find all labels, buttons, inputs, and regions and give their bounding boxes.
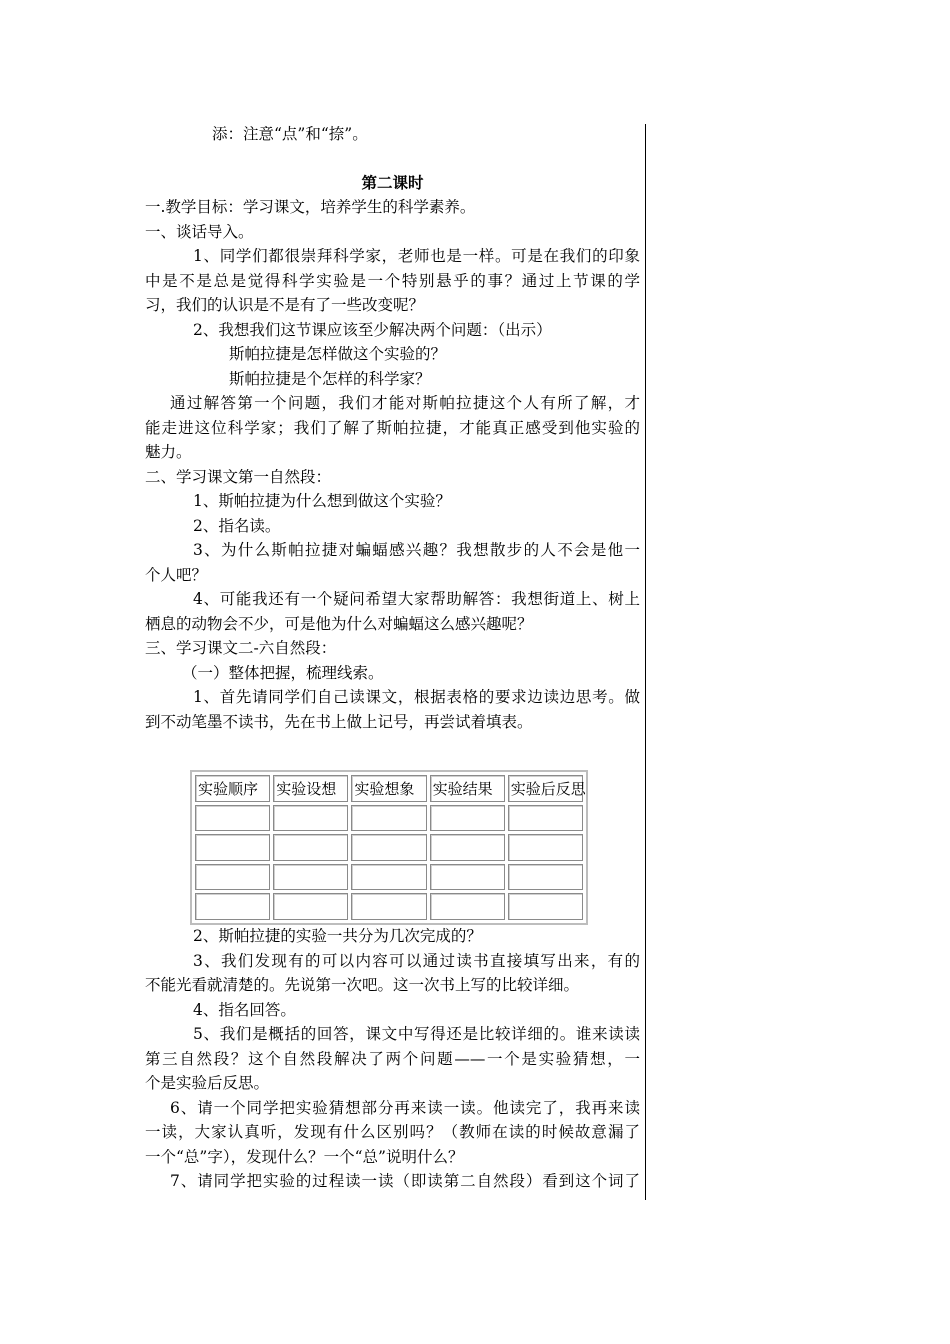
table-cell[interactable] bbox=[430, 893, 505, 920]
table-cell[interactable] bbox=[195, 893, 270, 920]
paragraph-line: 通过解答第一个问题，我们才能对斯帕拉捷这个人有所了解，才 bbox=[170, 394, 640, 412]
table-cell[interactable] bbox=[430, 864, 505, 891]
paragraph-line: 5、我们是概括的回答，课文中写得还是比较详细的。谁来读读 bbox=[193, 1025, 640, 1043]
paragraph-line: 一读，大家认真听，发现有什么区别吗？（教师在读的时候故意漏了 bbox=[145, 1123, 640, 1141]
paragraph-line: 到不动笔墨不读书，先在书上做上记号，再尝试着填表。 bbox=[145, 712, 533, 731]
subsection-heading: （一）整体把握，梳理线索。 bbox=[182, 663, 384, 682]
table-header-cell: 实验结果 bbox=[430, 775, 505, 802]
table-cell[interactable] bbox=[351, 893, 426, 920]
table-cell[interactable] bbox=[273, 834, 348, 861]
table-cell[interactable] bbox=[195, 834, 270, 861]
document-body-continued bbox=[145, 924, 640, 1194]
paragraph-line: 4、指名回答。 bbox=[193, 1000, 296, 1019]
paragraph-line: 1、斯帕拉捷为什么想到做这个实验？ bbox=[193, 492, 451, 510]
paragraph-line: 中是不是总是觉得科学实验是一个特别悬乎的事？通过上节课的学 bbox=[145, 271, 640, 290]
table-cell[interactable] bbox=[351, 805, 426, 832]
section-heading: 二、学习课文第一自然段： bbox=[145, 467, 332, 486]
table-row bbox=[195, 805, 583, 832]
paragraph-line: 习，我们的认识是不是有了一些改变呢？ bbox=[145, 296, 425, 314]
paragraph-line: 个是实验后反思。 bbox=[145, 1074, 270, 1092]
paragraph-line: 2、斯帕拉捷的实验一共分为几次完成的？ bbox=[193, 927, 482, 945]
table-header-cell: 实验设想 bbox=[273, 775, 348, 802]
paragraph-line: 1、首先请同学们自己读课文，根据表格的要求边读边思考。做 bbox=[193, 688, 640, 706]
table-cell[interactable] bbox=[430, 805, 505, 832]
paragraph-line: 6、请一个同学把实验猜想部分再来读一读。他读完了，我再来读 bbox=[170, 1098, 640, 1117]
table-cell[interactable] bbox=[508, 834, 583, 861]
paragraph-line: 个人吧？ bbox=[145, 565, 208, 584]
paragraph-line: 3、为什么斯帕拉捷对蝙蝠感兴趣？我想散步的人不会是他一 bbox=[193, 541, 640, 559]
table-cell[interactable] bbox=[430, 834, 505, 861]
question-line: 斯帕拉捷是怎样做这个实验的？ bbox=[229, 345, 447, 363]
lesson-title: 第二课时 bbox=[361, 172, 424, 192]
table-row bbox=[195, 834, 583, 861]
teaching-goal: 一.教学目标：学习课文，培养学生的科学素养。 bbox=[145, 198, 476, 216]
table-cell[interactable] bbox=[273, 805, 348, 832]
table-cell[interactable] bbox=[351, 864, 426, 891]
paragraph-line: 能走进这位科学家；我们了解了斯帕拉捷，才能真正感受到他实验的 bbox=[145, 418, 640, 437]
paragraph-line: 魅力。 bbox=[145, 443, 192, 461]
paragraph-line: 2、我想我们这节课应该至少解决两个问题：（出示） bbox=[193, 320, 552, 339]
table-cell[interactable] bbox=[508, 864, 583, 891]
table-header-cell: 实验顺序 bbox=[195, 775, 270, 802]
paragraph-line: 栖息的动物会不少，可是他为什么对蝙蝠这么感兴趣呢？ bbox=[145, 614, 533, 633]
paragraph-line: 2、指名读。 bbox=[193, 516, 281, 535]
document-body bbox=[145, 122, 640, 734]
table-cell[interactable] bbox=[273, 864, 348, 891]
question-line: 斯帕拉捷是个怎样的科学家？ bbox=[229, 369, 431, 388]
table-header-cell: 实验后反思 bbox=[508, 775, 583, 802]
paragraph-line: 第三自然段？这个自然段解决了两个问题——一个是实验猜想，一 bbox=[145, 1049, 640, 1068]
table-cell[interactable] bbox=[351, 834, 426, 861]
table-cell[interactable] bbox=[273, 893, 348, 920]
table-cell[interactable] bbox=[195, 864, 270, 891]
section-heading: 三、学习课文二-六自然段： bbox=[145, 639, 337, 657]
table-row bbox=[195, 864, 583, 891]
table-cell[interactable] bbox=[508, 805, 583, 832]
table-row bbox=[195, 893, 583, 920]
table-cell[interactable] bbox=[195, 805, 270, 832]
table-header-cell: 实验想象 bbox=[351, 775, 426, 802]
table-header-row bbox=[195, 775, 583, 802]
table-cell[interactable] bbox=[508, 893, 583, 920]
paragraph-line: 3、我们发现有的可以内容可以通过读书直接填写出来，有的 bbox=[193, 951, 640, 970]
paragraph-line: 7、请同学把实验的过程读一读（即读第二自然段）看到这个词了 bbox=[170, 1172, 640, 1190]
right-margin-rule bbox=[645, 124, 646, 1200]
experiment-table bbox=[190, 770, 588, 925]
paragraph-line: 1、同学们都很崇拜科学家，老师也是一样。可是在我们的印象 bbox=[193, 247, 640, 265]
paragraph-line: 不能光看就清楚的。先说第一次吧。这一次书上写的比较详细。 bbox=[145, 976, 580, 994]
paragraph-line: 4、可能我还有一个疑问希望大家帮助解答：我想街道上、树上 bbox=[193, 590, 640, 608]
section-heading: 一、谈话导入。 bbox=[145, 222, 254, 241]
paragraph-line: 一个“总”字），发现什么？一个“总”说明什么？ bbox=[145, 1147, 464, 1166]
stroke-note: 添：注意“点”和“捺”。 bbox=[212, 125, 368, 143]
